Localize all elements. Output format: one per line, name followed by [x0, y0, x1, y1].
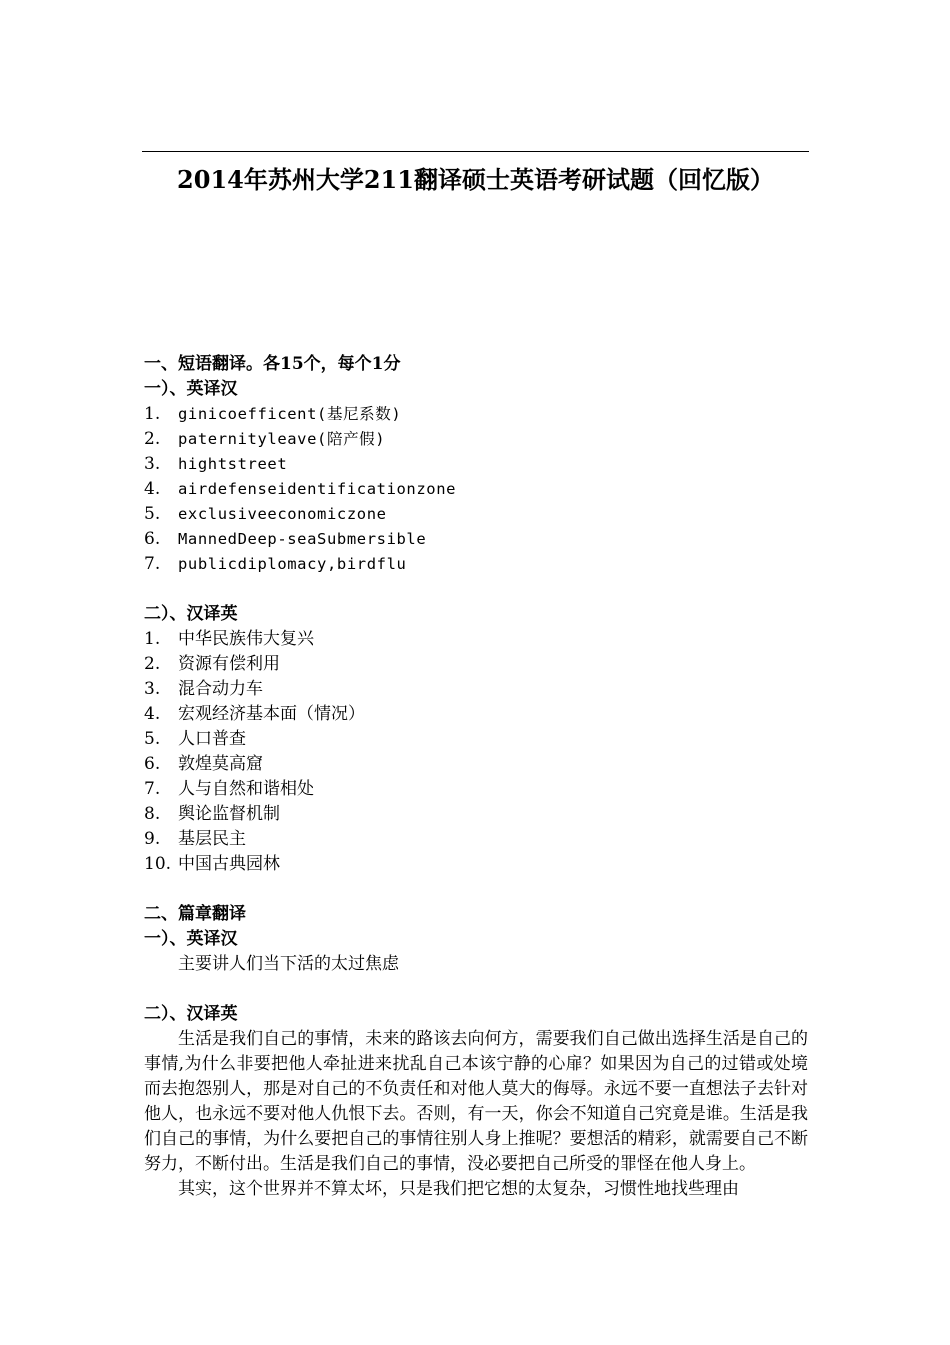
list-item: 1. 中华民族伟大复兴: [144, 629, 314, 649]
list-item: 6. 敦煌莫高窟: [144, 754, 263, 774]
list-item: 9. 基层民主: [144, 829, 246, 849]
list-item: 8. 舆论监督机制: [144, 804, 280, 824]
list-item: 10. 中国古典园林: [144, 854, 280, 874]
section2-part2-heading: 二）、汉译英: [144, 1004, 238, 1024]
document-body: [144, 352, 808, 1202]
list-item: 2. paternityleave(陪产假): [144, 429, 386, 449]
list-item: 1. ginicoefficent(基尼系数): [144, 404, 402, 424]
list-item: 6. MannedDeep-seaSubmersible: [144, 529, 427, 549]
list-item: 2. 资源有偿利用: [144, 654, 280, 674]
zh-en-phrase-list: [144, 627, 808, 877]
list-item: 4. 宏观经济基本面（情况）: [144, 704, 365, 724]
list-item: 3. 混合动力车: [144, 679, 263, 699]
en-zh-phrase-list: [144, 402, 808, 577]
section1-part2-heading: 二）、汉译英: [144, 604, 238, 624]
document-title: 2014年苏州大学211翻译硕士英语考研试题（回忆版）: [177, 165, 774, 194]
section2-part1-text: 主要讲人们当下活的太过焦虑: [178, 954, 399, 974]
list-item: 4. airdefenseidentificationzone: [144, 479, 457, 499]
passage-paragraph: 生活是我们自己的事情，未来的路该去向何方，需要我们自己做出选择生活是自己的事情,为什么非要把他人牵扯进来扰乱自己本该宁静的心扉？如果因为自己的过错或处境而去抱怨别人，那是对自己的不负责任和对他人莫大的侮辱。永远不要一直想法子去针对他人，也永远不要对他人仇恨下去。否则，有一天，你会不知道自己究竟是谁。生活是我们自己的事情，为什么要把自己的事情往别人身上推呢？要想活的精彩，就需要自己不断努力，不断付出。生活是我们自己的事情，没必要把自己所受的罪怪在他人身上。: [144, 1029, 808, 1174]
section2-heading: 二、篇章翻译: [144, 904, 246, 924]
list-item: 5. exclusiveeconomiczone: [144, 504, 387, 524]
section1-part1-heading: 一）、英译汉: [144, 379, 238, 399]
section2-part1-heading: 一）、英译汉: [144, 929, 238, 949]
list-item: 7. 人与自然和谐相处: [144, 779, 314, 799]
list-item: 3. hightstreet: [144, 454, 288, 474]
section1-heading: 一、短语翻译。各15个，每个1分: [144, 354, 401, 374]
passage-paragraph: 其实，这个世界并不算太坏，只是我们把它想的太复杂，习惯性地找些理由: [178, 1179, 739, 1199]
header-rule: [142, 151, 809, 152]
list-item: 5. 人口普查: [144, 729, 246, 749]
list-item: 7. publicdiplomacy,birdflu: [144, 554, 407, 574]
